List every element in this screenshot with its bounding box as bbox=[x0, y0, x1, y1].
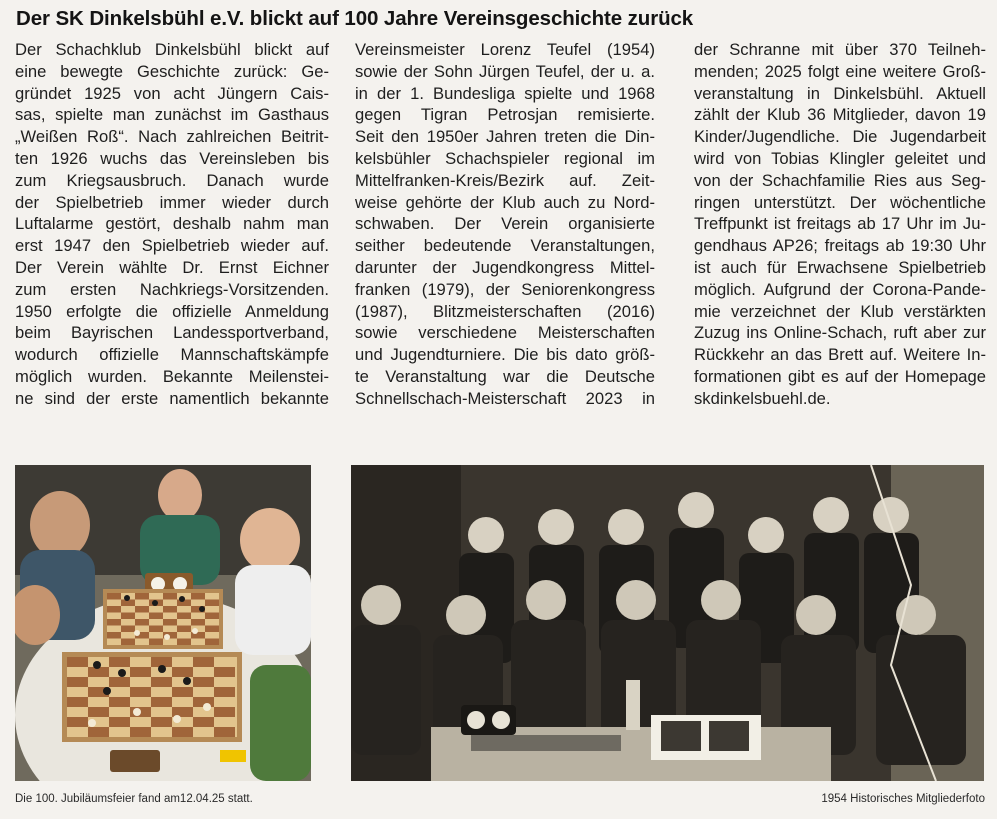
historic-member-photo bbox=[351, 465, 984, 781]
historic-photo-caption: 1954 Historisches Mitgliederfoto bbox=[821, 793, 985, 805]
text-line: möglich wurden. Bekannte Meilenstei- bbox=[15, 366, 329, 386]
text-line: möglich. Aufgrund der Corona-Pande- bbox=[694, 279, 986, 299]
article-column-3 bbox=[694, 39, 986, 410]
text-line: 1950 erfolgte die offizielle Anmeldung bbox=[15, 301, 329, 321]
text-line: te Veranstaltung war die Deutsche bbox=[355, 366, 655, 386]
text-line: Schnellschach-Meisterschaft 2023 in bbox=[355, 388, 655, 408]
text-line: darunter der Jugendkongress Mittel- bbox=[355, 257, 655, 277]
article-column-1 bbox=[15, 39, 329, 410]
anniversary-photo bbox=[15, 465, 311, 781]
text-line: Luftalarme gestört, deshalb nahm man bbox=[15, 214, 329, 234]
text-line: und Jugendturniere. Die bis dato größ- bbox=[355, 345, 655, 365]
text-line: eine bewegte Geschichte zurück: Ge- bbox=[15, 61, 329, 81]
text-line: mie verzeichnet der Klub verstärkten bbox=[694, 301, 986, 321]
text-line: Vereinsmeister Lorenz Teufel (1954) bbox=[355, 40, 655, 59]
text-line: gegen Tigran Petrosjan remisierte. bbox=[355, 105, 655, 125]
text-line: ringen unterstützt. Der wöchentliche bbox=[694, 192, 986, 212]
text-line: ist auch für Erwachsene Spielbetrieb bbox=[694, 257, 986, 277]
text-line: Rückkehr an das Brett auf. Weitere In- bbox=[694, 345, 986, 365]
text-line: (1987), Blitzmeisterschaften (2016) bbox=[355, 301, 655, 321]
text-line: franken (1979), der Seniorenkongress bbox=[355, 279, 655, 299]
text-line: kelsbühler Schachspieler regional im bbox=[355, 148, 655, 168]
text-line: in der 1. Bundesliga spielte und 1968 bbox=[355, 83, 655, 103]
text-line: Treffpunkt ist freitags ab 17 Uhr im Ju- bbox=[694, 214, 986, 234]
text-line: Zuzug ins Online-Schach, ruft aber zur bbox=[694, 323, 986, 343]
text-line: beim Bayrischen Landessportverband, bbox=[15, 323, 329, 343]
text-line: der Spielbetrieb immer wieder durch bbox=[15, 192, 329, 212]
anniversary-photo-illustration bbox=[15, 465, 311, 781]
text-line: weise gehörte der Klub auch zu Nord- bbox=[355, 192, 655, 212]
text-line: erst 1947 den Spielbetrieb wieder auf. bbox=[15, 236, 329, 256]
text-line: seither bedeutende Veranstaltungen, bbox=[355, 236, 655, 256]
text-line: Kinder/Jugendliche. Die Jugendarbeit bbox=[694, 127, 986, 147]
text-line: Mittelfranken-Kreis/Bezirk auf. Zeit- bbox=[355, 170, 655, 190]
text-line: Seit den 1950er Jahren treten die Din- bbox=[355, 127, 655, 147]
text-line: formationen gibt es auf der Homepage bbox=[694, 366, 986, 386]
text-line: skdinkelsbuehl.de. bbox=[694, 388, 831, 408]
text-line: sowie verschiedene Meisterschaften bbox=[355, 323, 655, 343]
text-line: veranstaltung in Dinkelsbühl. Aktuell bbox=[694, 83, 986, 103]
text-line: Der Verein wählte Dr. Ernst Eichner bbox=[15, 257, 329, 277]
text-line: der Schranne mit über 370 Teilneh- bbox=[694, 40, 986, 59]
article-column-2 bbox=[355, 39, 655, 410]
text-line: ten 1926 wuchs das Vereinsleben bis bbox=[15, 148, 329, 168]
anniversary-photo-caption: Die 100. Jubiläumsfeier fand am12.04.25 statt. bbox=[15, 793, 253, 805]
text-line: sas, spielte man zunächst im Gasthaus bbox=[15, 105, 329, 125]
text-line: „Weißen Roß“. Nach zahlreichen Beitrit- bbox=[15, 127, 329, 147]
text-line: sowie der Sohn Jürgen Teufel, der u. a. bbox=[355, 61, 655, 81]
historic-photo-illustration bbox=[351, 465, 984, 781]
text-line: ne sind der erste namentlich bekannte bbox=[15, 388, 329, 408]
text-line: Der Schachklub Dinkelsbühl blickt auf bbox=[15, 40, 329, 59]
text-line: wird von Tobias Klingler geleitet und bbox=[694, 148, 986, 168]
text-line: von der Schachfamilie Ries aus Seg- bbox=[694, 170, 986, 190]
text-line: zum ersten Nachkriegs-Vorsitzenden. bbox=[15, 279, 329, 299]
text-line: menden; 2025 folgt eine weitere Groß- bbox=[694, 61, 986, 81]
text-line: zum Kriegsausbruch. Danach wurde bbox=[15, 170, 329, 190]
text-line: schwaben. Der Verein organisierte bbox=[355, 214, 655, 234]
article-headline: Der SK Dinkelsbühl e.V. blickt auf 100 Jahre Vereinsgeschichte zurück bbox=[16, 7, 694, 30]
text-line: wodurch offizielle Mannschaftskämpfe bbox=[15, 345, 329, 365]
text-line: zählt der Klub 36 Mitglieder, davon 19 bbox=[694, 105, 986, 125]
text-line: gendhaus AP26; freitags ab 19:30 Uhr bbox=[694, 236, 986, 256]
text-line: gründet 1925 von acht Jüngern Cais- bbox=[15, 83, 329, 103]
